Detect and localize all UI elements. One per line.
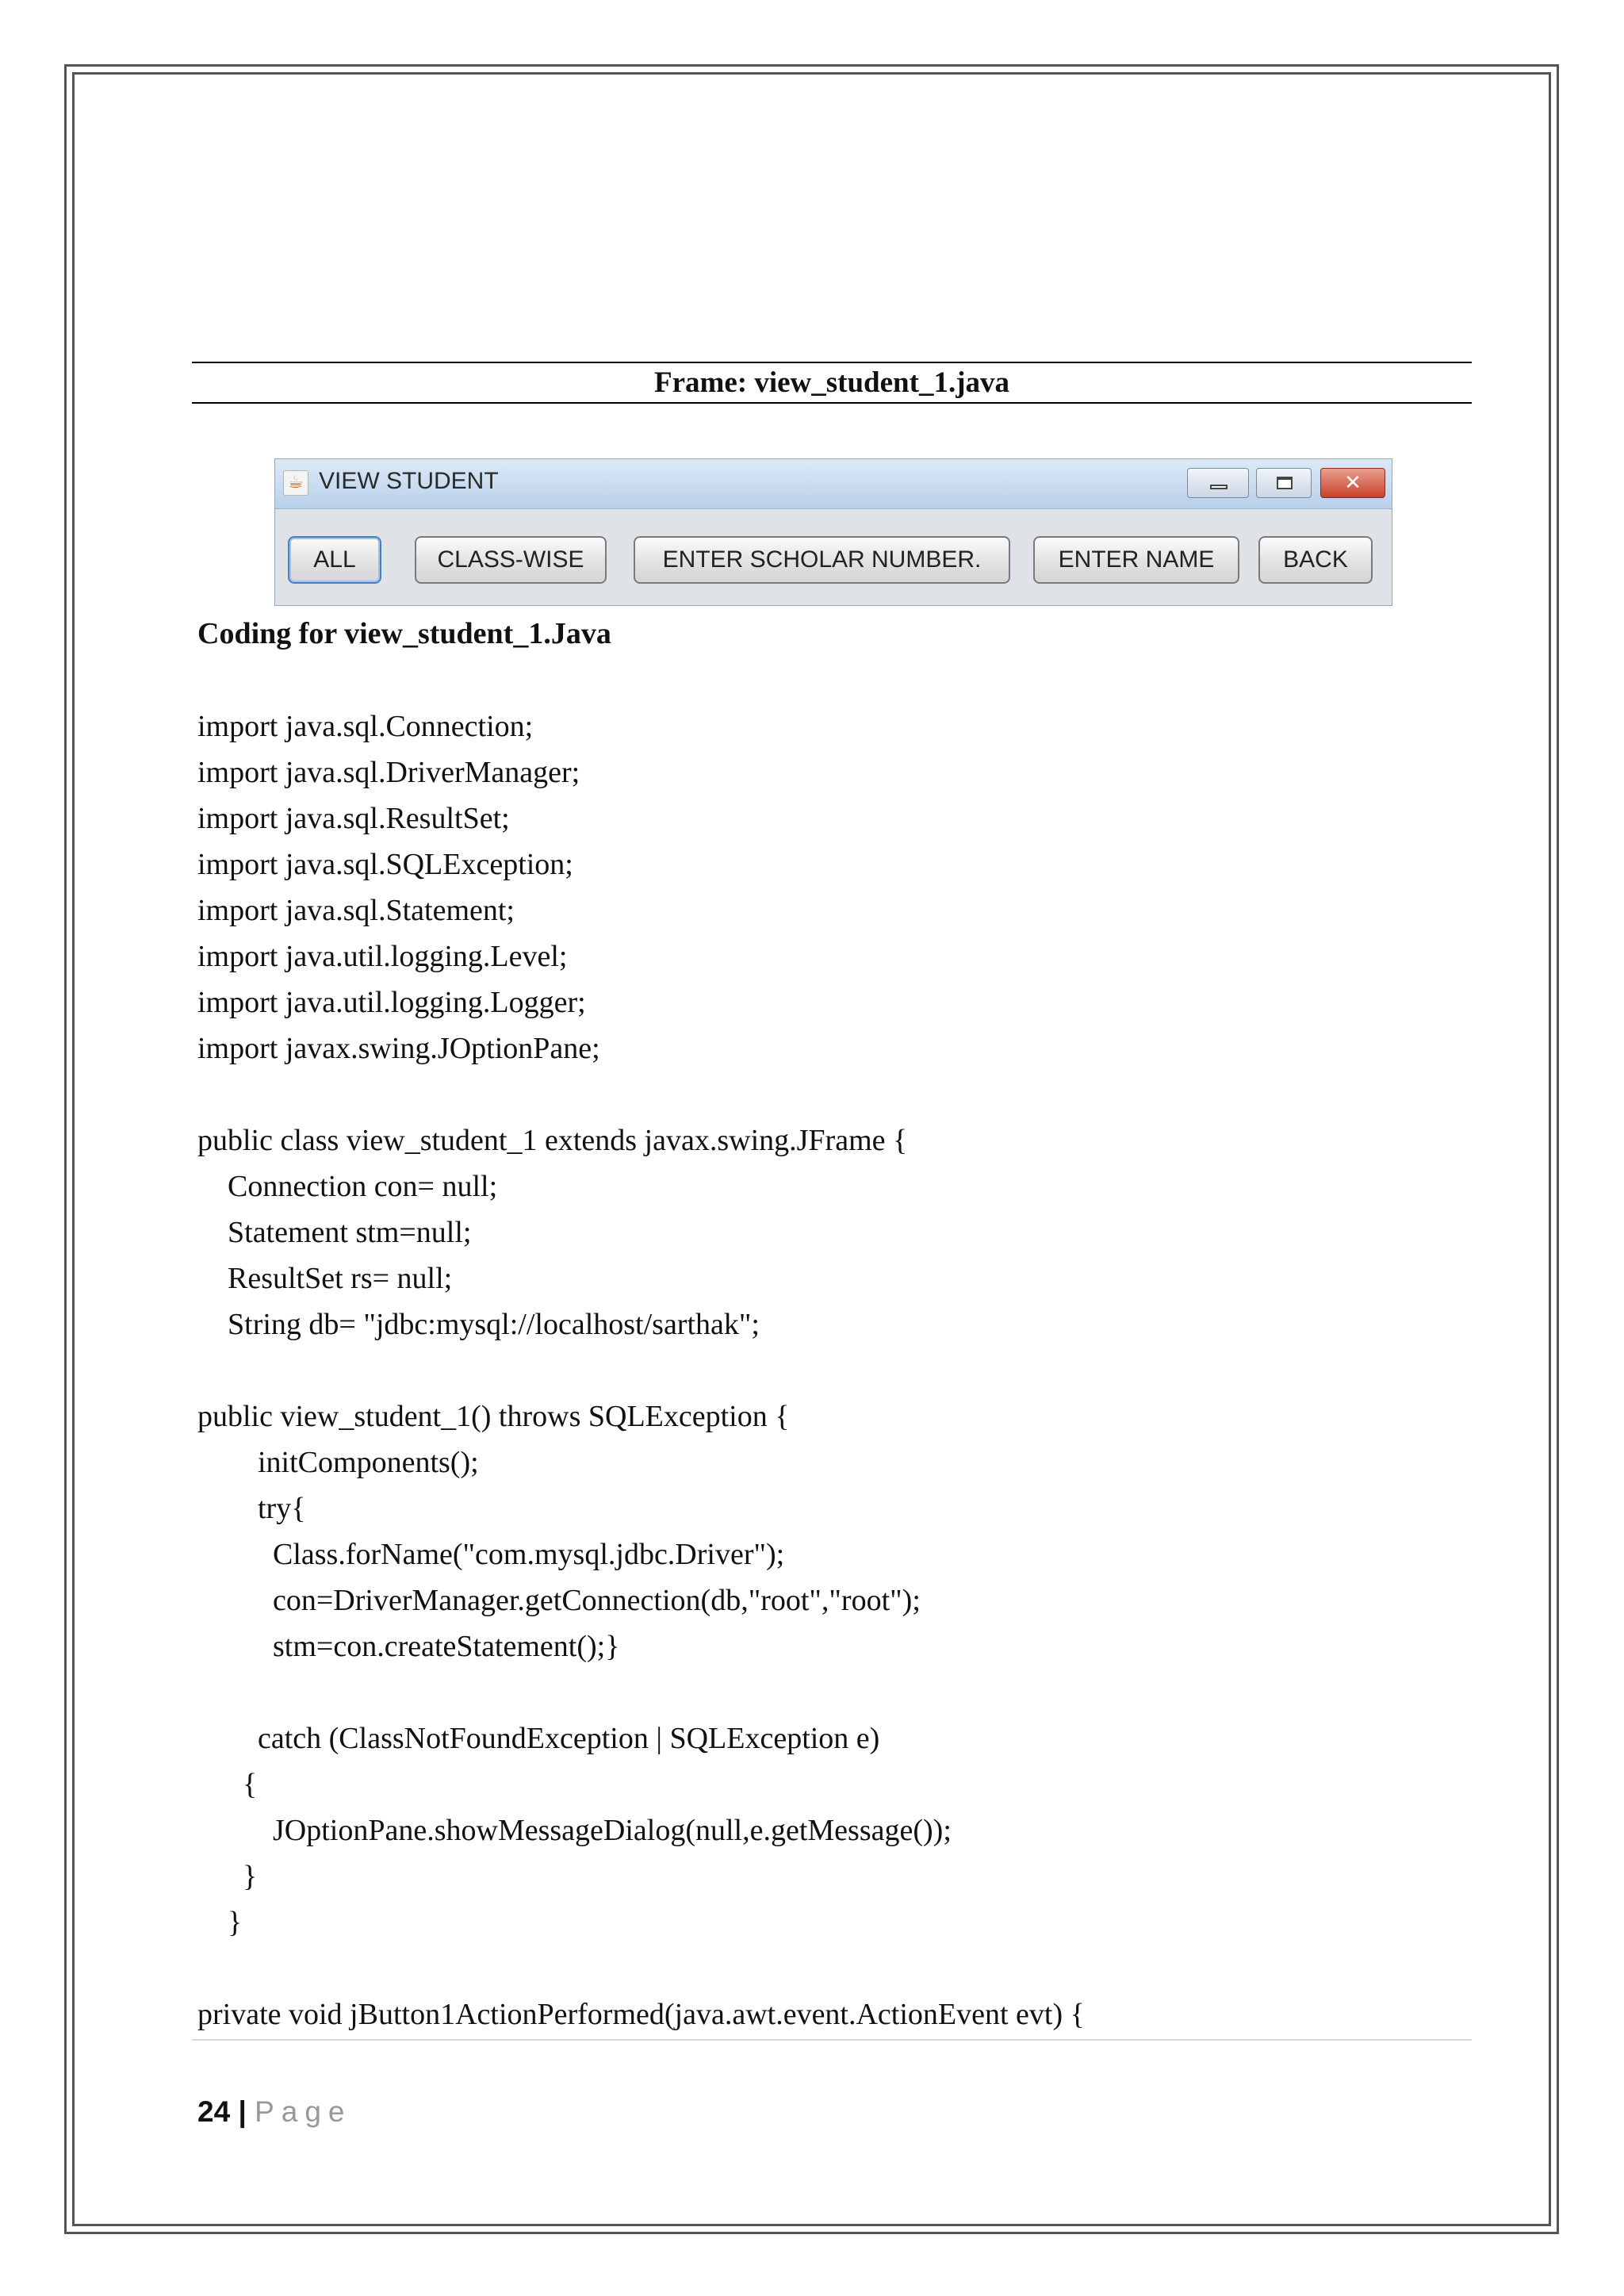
code-line: import java.sql.Statement; xyxy=(197,894,515,927)
code-line: Class.forName("com.mysql.jdbc.Driver"); xyxy=(197,1538,785,1571)
code-line: public class view_student_1 extends javax.swing.JFrame { xyxy=(197,1124,908,1157)
page-separator: | xyxy=(238,2095,247,2128)
code-line: } xyxy=(197,1906,243,1939)
code-line: ResultSet rs= null; xyxy=(197,1262,453,1295)
code-line xyxy=(197,1669,1085,1715)
section-heading: Coding for view_student_1.Java xyxy=(197,617,611,650)
back-button[interactable]: BACK xyxy=(1258,536,1373,584)
code-line: initComponents(); xyxy=(197,1446,479,1479)
code-line: import javax.swing.JOptionPane; xyxy=(197,1032,600,1065)
maximize-icon[interactable] xyxy=(1256,468,1312,498)
code-line: Connection con= null; xyxy=(197,1170,498,1203)
page-footer xyxy=(197,2092,352,2132)
code-line: import java.sql.Connection; xyxy=(197,710,534,743)
code-line: import java.sql.ResultSet; xyxy=(197,802,510,835)
minimize-icon[interactable] xyxy=(1187,468,1249,498)
code-line xyxy=(197,1347,1085,1393)
close-glyph: ✕ xyxy=(1344,471,1362,495)
java-cup-icon: ☕ xyxy=(283,470,308,496)
code-line: catch (ClassNotFoundException | SQLException e) xyxy=(197,1722,880,1755)
window-title: VIEW STUDENT xyxy=(319,468,499,494)
window-titlebar[interactable] xyxy=(275,459,1392,509)
code-line xyxy=(197,1945,1085,1991)
code-line xyxy=(197,1071,1085,1117)
code-line: stm=con.createStatement();} xyxy=(197,1630,620,1663)
footer-rule xyxy=(192,2039,1472,2041)
code-line: } xyxy=(197,1860,258,1893)
code-line: JOptionPane.showMessageDialog(null,e.getMessage()); xyxy=(197,1814,952,1847)
code-line: private void jButton1ActionPerformed(java.awt.event.ActionEvent evt) { xyxy=(197,1998,1085,2031)
enter-name-button[interactable]: ENTER NAME xyxy=(1033,536,1239,584)
code-line: String db= "jdbc:mysql://localhost/sarthak"; xyxy=(197,1308,760,1341)
all-button[interactable]: ALL xyxy=(288,536,381,584)
frame-heading: Frame: view_student_1.java xyxy=(192,362,1472,404)
code-line: import java.sql.SQLException; xyxy=(197,848,573,881)
class-wise-button[interactable]: CLASS-WISE xyxy=(415,536,607,584)
code-line: public view_student_1() throws SQLException { xyxy=(197,1400,790,1433)
code-line: con=DriverManager.getConnection(db,"root","root"); xyxy=(197,1584,921,1617)
code-line: import java.util.logging.Level; xyxy=(197,940,568,973)
view-student-window xyxy=(274,458,1392,606)
code-line: { xyxy=(197,1768,258,1801)
code-block xyxy=(197,703,1085,2037)
code-line: try{ xyxy=(197,1492,306,1525)
enter-scholar-number-button[interactable]: ENTER SCHOLAR NUMBER. xyxy=(634,536,1010,584)
code-line: Statement stm=null; xyxy=(197,1216,472,1249)
page-label: Page xyxy=(255,2095,352,2128)
close-icon[interactable] xyxy=(1320,468,1385,498)
code-line: import java.sql.DriverManager; xyxy=(197,756,580,789)
code-line: import java.util.logging.Logger; xyxy=(197,986,586,1019)
page-number: 24 xyxy=(197,2095,231,2128)
